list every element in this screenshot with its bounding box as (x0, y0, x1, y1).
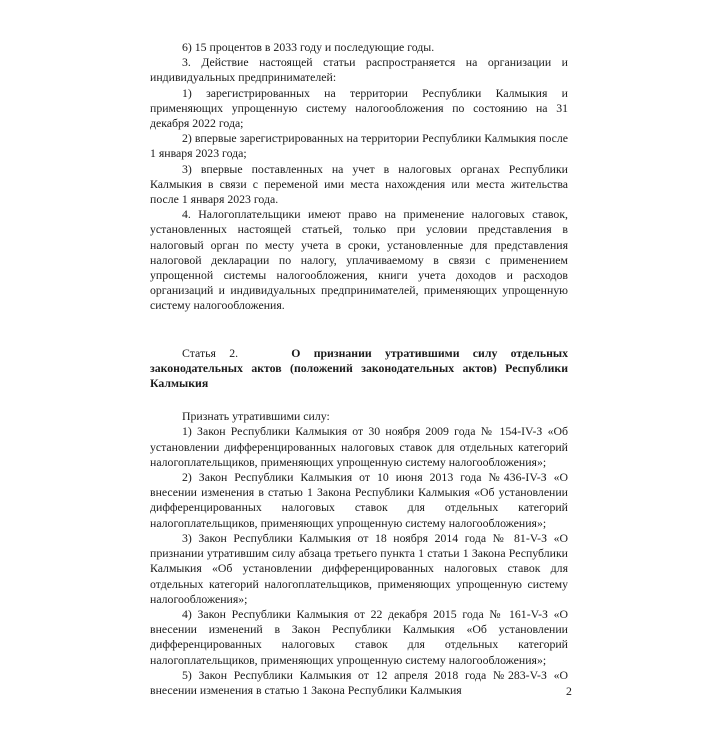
document-body (150, 40, 568, 698)
paragraph-item-6: 6) 15 процентов в 2033 году и последующие годы. (182, 40, 435, 54)
repeal-item-4: 4) Закон Республики Калмыкия от 22 декабря 2015 года № 161-V-З «О внесении изменений в Закон Республики Калмыкия «Об установлении дифференцированных налоговых ставок для отдельных категорий налогоплательщиков, применяющих упрощенную систему налогообложения»; (150, 606, 568, 667)
paragraph-subitem-2: 2) впервые зарегистрированных на территории Республики Калмыкия после 1 января 2023 года; (150, 131, 568, 161)
paragraph-subitem-3: 3) впервые поставленных на учет в налоговых органах Республики Калмыкия в связи с переменой ими места нахождения или места жительства после 1 января 2023 года. (150, 161, 568, 207)
paragraph-clause-4: 4. Налогоплательщики имеют право на применение налоговых ставок, установленных настоящей статьей, только при условии представления в налоговый орган по месту учета в сроки, установленные для представления налоговой декларации по налогу, уплачиваемому в связи с применением упрощенной системы налогообложения, книги учета доходов и расходов организаций и индивидуальных предпринимателей, применяющих упрощенную систему налогообложения. (150, 207, 568, 313)
repeal-item-3: 3) Закон Республики Калмыкия от 18 ноября 2014 года № 81-V-З «О признании утратившим силу абзаца третьего пункта 1 статьи 1 Закона Республики Калмыкия «Об установлении дифференцированных налоговых ставок для отдельных категорий налогоплательщиков, применяющих упрощенную систему налогообложения»; (150, 530, 568, 606)
article-prefix: Статья 2. (182, 345, 239, 360)
repeal-item-5: 5) Закон Республики Калмыкия от 12 апреля 2018 года №283-V-З «О внесении изменения в статью 1 Закона Республики Калмыкия (150, 667, 568, 697)
section-spacer (150, 314, 568, 346)
article-heading (150, 346, 568, 392)
repeal-item-2: 2) Закон Республики Калмыкия от 10 июня 2013 года №436-IV-З «О внесении изменения в статью 1 Закона Республики Калмыкия «Об установлении дифференцированных налоговых ставок для отдельных категорий налогоплательщиков, применяющих упрощенную систему налогообложения»; (150, 470, 568, 530)
repeal-item-1: 1) Закон Республики Калмыкия от 30 ноября 2009 года № 154-IV-З «Об установлении дифференцированных налоговых ставок для отдельных категорий налогоплательщиков, применяющих упрощенную систему налогообложения»; (150, 424, 568, 469)
paragraph-clause-3: 3. Действие настоящей статьи распространяется на организации и индивидуальных предпринимателей: (150, 55, 568, 85)
page-number: 2 (566, 684, 572, 698)
article-title: О признании утратившими силу отдельных законодательных актов (положений законодательных актов) Республики Калмыкия (150, 345, 568, 391)
section-spacer-2 (150, 391, 568, 409)
paragraph-subitem-1: 1) зарегистрированных на территории Республики Калмыкия и применяющих упрощенную систему налогообложения по состоянию на 31 декабря 2022 года; (150, 85, 568, 131)
repeal-intro: Признать утратившими силу: (182, 409, 330, 424)
